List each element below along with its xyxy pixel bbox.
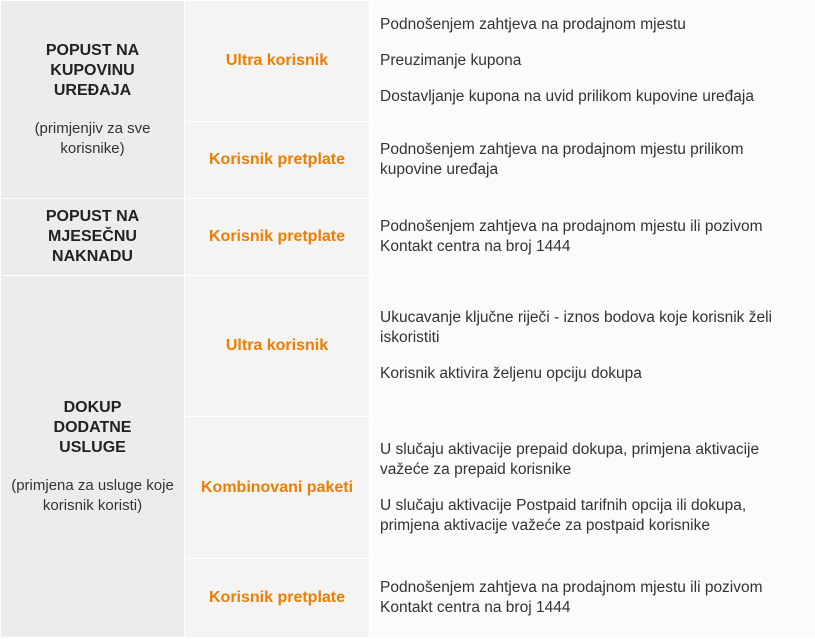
user-type-cell: [185, 199, 370, 276]
category-title: DOKUP DODATNE USLUGE: [53, 398, 132, 456]
table-row: [1, 276, 815, 417]
user-type-cell: [185, 122, 370, 199]
user-type-cell: [185, 1, 370, 122]
user-type-label: Kombinovani paketi: [200, 478, 354, 496]
category-title: POPUST NA MJESEČNU NAKNADU: [45, 208, 140, 265]
table-row: [1, 199, 815, 276]
user-type-label: Korisnik pretplate: [208, 228, 346, 245]
user-type-label: Korisnik pretplate: [208, 589, 346, 606]
user-type-label: Ultra korisnik: [225, 337, 329, 354]
method-text: Podnošenjem zahtjeva na prodajnom mjestu ili pozivom Kontakt centra na broj 1444: [380, 218, 763, 255]
method-cell: [370, 559, 815, 638]
method-text: U slučaju aktivacije prepaid dokupa, primjena aktivacije važeće za prepaid korisnike: [380, 440, 760, 478]
method-text: Podnošenjem zahtjeva na prodajnom mjestu ili pozivom Kontakt centra na broj 1444: [380, 579, 763, 616]
method-text: Podnošenjem zahtjeva na prodajnom mjestu: [380, 16, 686, 33]
method-text: Dostavljanje kupona na uvid prilikom kupovine uređaja: [380, 88, 754, 105]
method-cell: [370, 122, 815, 199]
user-type-label: Korisnik pretplate: [208, 151, 346, 168]
method-text: Preuzimanje kupona: [380, 52, 522, 69]
method-text: Korisnik aktivira željenu opciju dokupa: [380, 365, 642, 382]
user-type-label: Ultra korisnik: [225, 52, 329, 69]
method-cell: [370, 199, 815, 276]
method-text: Podnošenjem zahtjeva na prodajnom mjestu prilikom kupovine uređaja: [380, 141, 744, 178]
method-text: Ukucavanje ključne riječi - iznos bodova koje korisnik želi iskoristiti: [380, 309, 772, 346]
user-type-cell: [185, 559, 370, 638]
user-type-cell: [185, 276, 370, 417]
method-cell: [370, 417, 815, 559]
user-type-cell: [185, 417, 370, 559]
method-cell: [370, 276, 815, 417]
category-title: POPUST NA KUPOVINU UREĐAJA: [45, 41, 140, 99]
method-text: U slučaju aktivacije Postpaid tarifnih opcija ili dokupa, primjena aktivacije važeće za postpaid korisnike: [380, 496, 747, 534]
table-row: [1, 1, 815, 122]
category-note: (primjenjiv za sve korisnike): [34, 119, 151, 157]
category-note: (primjena za usluge koje korisnik koristi): [11, 476, 174, 514]
category-cell: [1, 199, 185, 276]
category-cell: [1, 1, 185, 199]
method-cell: [370, 1, 815, 122]
category-cell: [1, 276, 185, 638]
